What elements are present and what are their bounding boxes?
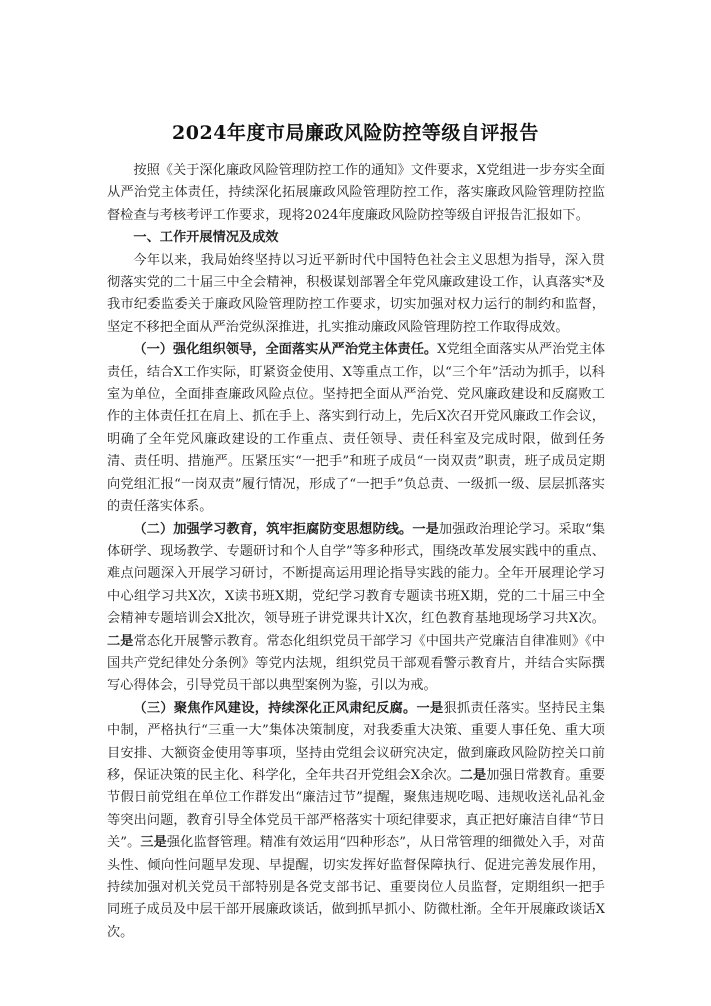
item-education-paragraph: [107, 519, 605, 698]
item-leadership-heading: （一）强化组织领导，全面落实从严治党主体责任。: [133, 342, 438, 358]
item-conduct-point-two-label: 二是: [459, 767, 487, 783]
item-education-point-two-text: 常态化开展警示教育。常态化组织党员干部学习《中国共产党廉洁自律准则》《中国共产党纪律处分条例》等党内法规，组织党员干部观看警示教育片，并结合实际撰写心得体会，引导党员干部以典型案例为鉴，引以为戒。: [107, 633, 605, 694]
item-leadership-paragraph: [107, 339, 605, 518]
item-conduct-point-three-label: 三是: [140, 835, 167, 851]
item-conduct-point-one-label: 一是: [416, 700, 444, 716]
item-education-heading: （二）加强学习教育，筑牢拒腐防变思想防线。: [133, 521, 413, 537]
item-leadership-text: X党组全面落实从严治党主体责任，结合X工作实际，盯紧资金使用、X等重点工作，以“三个年”活动为抓手，以科室为单位，全面排查廉政风险点位。坚持把全面从严治党、党风廉政建设和反腐败工作的主体责任扛在肩上、抓在手上、落实到行动上，先后X次召开党风廉政工作会议，明确了全年党风廉政建设的工作重点、责任领导、责任科室及完成时限，做到任务清、责任明、措施严。压紧压实“一把手”和班子成员“一岗双责”职责，班子成员定期向党组汇报“一岗双责”履行情况，形成了“一把手”负总责、一级抓一级、层层抓落实的责任落实体系。: [107, 342, 606, 515]
item-conduct-point-one-text: 狠抓责任落实。坚持民主集中制，严格执行“三重一大”集体决策制度，对我委重大决策、重要人事任免、重大项目安排、大额资金使用等事项，坚持由党组会议研究决定，做到廉政风险防控关口前移，保证决策的民主化、科学化，全年共召开党组会X余次。: [107, 700, 606, 783]
intro-paragraph: 按照《关于深化廉政风险管理防控工作的通知》文件要求，X党组进一步夯实全面从严治党主体责任，持续深化拓展廉政风险管理防控工作，落实廉政风险管理防控监督检查与考核考评工作要求，现将2024年度廉政风险防控等级自评报告汇报如下。: [107, 163, 605, 223]
item-education-point-one-label: 一是: [412, 521, 439, 537]
item-conduct-point-three-text: 强化监督管理。精准有效运用“四种形态”，从日常管理的细微处入手，对苗头性、倾向性问题早发现、早提醒，切实发挥好监督保障执行、促进完善发展作用，持续加强对机关党员干部特别是各党支部书记、重要岗位人员监督，定期组织一把手同班子成员及中层干部开展廉政谈话，做到抓早抓小、防微杜渐。全年开展廉政谈话X次。: [107, 835, 606, 940]
item-education-point-two-label: 二是: [107, 633, 134, 649]
section-intro-paragraph: 今年以来，我局始终坚持以习近平新时代中国特色社会主义思想为指导，深入贯彻落实党的二十届三中全会精神，积极谋划部署全年党风廉政建设工作，认真落实*及我市纪委监委关于廉政风险管理防控工作要求，切实加强对权力运行的制约和监督，坚定不移把全面从严治党纵深推进，扎实推动廉政风险管理防控工作取得成效。: [107, 252, 605, 335]
document-body: [107, 160, 605, 944]
item-education-point-one-text: 加强政治理论学习。采取“集体研学、现场教学、专题研讨和个人自学”等多种形式，围绕改革发展实践中的重点、难点问题深入开展学习研讨，不断提高运用理论指导实践的能力。全年开展理论学习中心组学习共X次，X读书班X期，党纪学习教育专题读书班X期，党的二十届三中全会精神专题培训会X批次，领导班子讲党课共计X次，红色教育基地现场学习共X次。: [107, 521, 606, 627]
document-title: 2024年度市局廉政风险防控等级自评报告: [172, 122, 539, 144]
item-conduct-heading: （三）聚焦作风建设，持续深化正风肃纪反腐。: [133, 700, 417, 716]
item-conduct-paragraph: [107, 698, 605, 944]
item-conduct-point-two-text: 加强日常教育。重要节假日前党组在单位工作群发出“廉洁过节”提醒，聚焦违规吃喝、违规收送礼品礼金等突出问题，教育引导全体党员干部严格落实十项纪律要求，真正把好廉洁自律“节日关”。: [107, 767, 606, 851]
section-heading-work-progress: 一、工作开展情况及成效: [133, 230, 279, 246]
